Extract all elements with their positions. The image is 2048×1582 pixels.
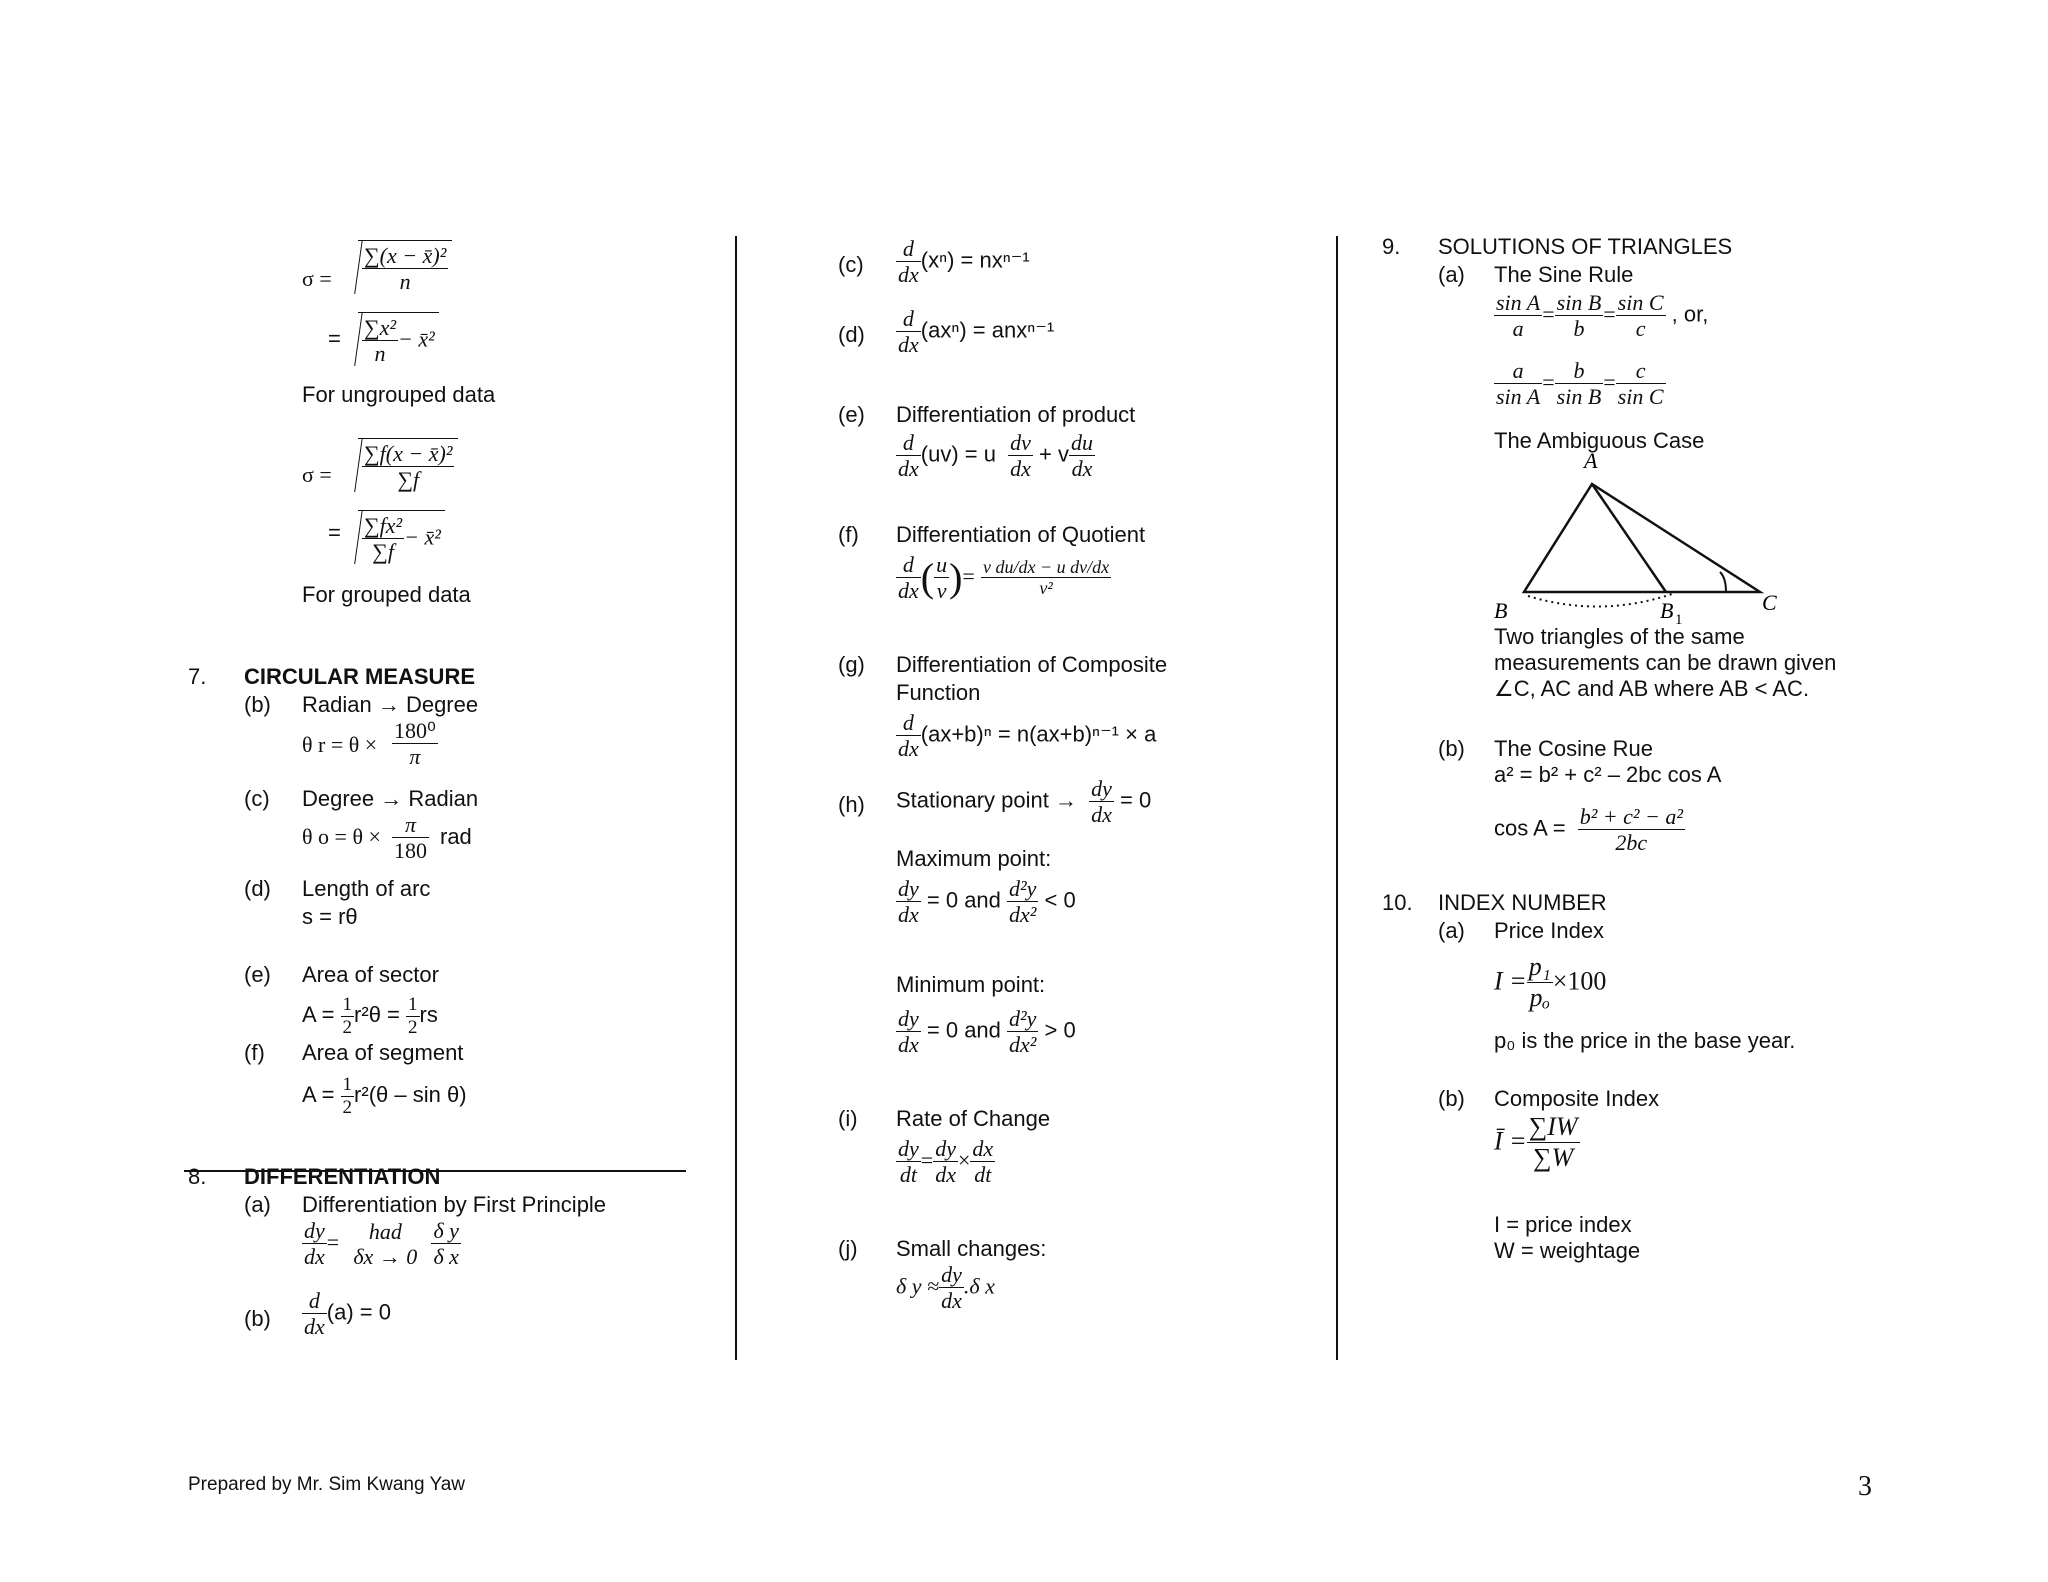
radian-degree-formula: θ r = θ × [302,732,378,757]
sigma-label-grouped: σ = [302,462,332,487]
product-rule-formula: $\frac{d}{dx}$ (uv) = u $\frac{dv}{dx}$ + v $\frac{du}{dx}$ [898,430,1093,482]
section-title-triangles: SOLUTIONS OF TRIANGLES [1438,234,1733,259]
stationary-point-formula: Stationary point → $\frac{dy}{dx}$ = 0 [896,776,1152,828]
item-label-f: (f) [838,522,859,547]
two-triangles-line3: ∠C, AC and AB where AB < AC. [1494,676,1810,701]
minimum-point-title: Minimum point: [896,972,1046,997]
sigma-grouped-formula-1: $\frac{\text{∑f(x − x̄)²}}{\sum f}$ [358,438,458,493]
sigma-formula-1: $\frac{\text{∑(x − x̄)²}}{n}$ [358,240,452,295]
composite-title-line2: Function [896,680,981,705]
rate-of-change-formula: $\frac{dy}{dt}$ = $\frac{dy}{dx}$ × $\frac{dx}{dt}$ [898,1136,994,1188]
column-divider-1 [735,236,737,1360]
small-changes-formula: δ y ≈ $\frac{dy}{dx}$ .δ x [896,1262,995,1314]
footer-prepared-by: Prepared by Mr. Sim Kwang Yaw [188,1474,466,1495]
two-triangles-line1: Two triangles of the same [1494,624,1745,649]
constant-power-rule: $\frac{d}{dx}$ (axⁿ) = anxⁿ⁻¹ [898,306,1055,358]
ungrouped-caption: For ungrouped data [302,382,496,407]
product-rule-title: Differentiation of product [896,402,1136,427]
column-divider-2 [1336,236,1338,1360]
item-label-e: (e) [838,402,865,427]
base-year-note: p₀ is the price in the base year. [1494,1028,1796,1053]
degree-radian-formula: θ o = θ × [302,824,381,849]
vertex-b1: B [1660,598,1674,623]
item-label-7b: (b) [244,692,271,717]
item-label-c: (c) [838,252,864,277]
price-index-formula: I = $\frac{\text{p₁}}{\text{pₒ}}$ ×100 [1494,952,1607,1012]
minimum-point-formula: $\frac{dy}{dx}$ = 0 and $\frac{\text{d²y}}{\text{dx²}}$ > 0 [898,1006,1076,1058]
arc-bb1 [1528,594,1672,607]
item-label-10a: (a) [1438,918,1465,943]
sine-rule-formula-1: $\frac{\text{sin A}}{a}$ = $\frac{\text{sin B}}{b}$ = $\frac{\text{sin C}}{c}$ , or, [1496,290,1709,342]
quotient-rule-title: Differentiation of Quotient [896,522,1146,547]
item-label-d: (d) [838,322,865,347]
item-label-9b: (b) [1438,736,1465,761]
vertex-c: C [1762,590,1777,615]
item-label-7c: (c) [244,786,270,811]
weightage-note: W = weightage [1494,1238,1641,1263]
section-title-differentiation: DIFFERENTIATION [244,1164,441,1189]
item-label-7f: (f) [244,1040,265,1065]
item-label-7e: (e) [244,962,271,987]
sector-formula: A = $\frac{1}{2}$ r²θ = $\frac{1}{2}$ rs [302,994,438,1038]
first-principle-formula: $\frac{dy}{dx}$ = had δx → 0 $\frac{\text{δ y}}{\text{δ x}}$ [304,1218,459,1270]
cosine-rule-formula: a² = b² + c² – 2bc cos A [1494,762,1722,787]
area-of-segment: Area of segment [302,1040,464,1065]
item-label-8b: (b) [244,1306,271,1331]
first-principle: Differentiation by First Principle [302,1192,607,1217]
section-title-circular-measure: CIRCULAR MEASURE [244,664,475,689]
grouped-caption: For grouped data [302,582,471,607]
cosine-rule-title: The Cosine Rue [1494,736,1653,761]
section-number-8: 8. [188,1164,207,1189]
degree-radian-fraction: $\frac{\pi}{180}$ [394,812,427,864]
page-number: 3 [1858,1471,1872,1502]
small-changes-title: Small changes: [896,1236,1047,1261]
quotient-rule-formula: $\frac{d}{dx}$ ( $\frac{u}{v}$ )= $\frac{\text{v du/dx − u dv/dx}}{\text{v²}}$ [898,552,1110,604]
section-number-7: 7. [188,664,207,689]
radian-to-degree: Radian → Degree [302,692,479,717]
radian-degree-fraction: $\frac{\text{180⁰}}{\pi}$ [394,718,436,770]
item-label-10b: (b) [1438,1086,1465,1111]
composite-title-line1: Differentiation of Composite [896,652,1168,677]
ambiguous-triangle-diagram [1480,446,1780,626]
chain-rule-formula: $\frac{d}{dx}$ (ax+b)ⁿ = n(ax+b)ⁿ⁻¹ × a [898,710,1157,762]
sine-rule-formula-2: $\frac{a}{\text{sin A}}$ = $\frac{b}{\text{sin B}}$ = $\frac{c}{\text{sin C}}$ [1496,358,1664,410]
rad-unit: rad [440,824,472,849]
area-of-sector: Area of sector [302,962,439,987]
length-of-arc: Length of arc [302,876,431,901]
item-label-9a: (a) [1438,262,1465,287]
ambiguous-case-title: The Ambiguous Case [1494,428,1705,453]
composite-index-title: Composite Index [1494,1086,1660,1111]
section-title-index-number: INDEX NUMBER [1438,890,1607,915]
degree-to-radian: Degree → Radian [302,786,479,811]
item-label-7d: (d) [244,876,271,901]
segment-formula: A = $\frac{1}{2}$ r²(θ – sin θ) [302,1074,467,1118]
item-label-g: (g) [838,652,865,677]
sine-rule-title: The Sine Rule [1494,262,1634,287]
sigma-grouped-formula-2: $\frac{\text{∑fx²}}{\sum f}$ − x̄² [358,510,445,565]
power-rule: $\frac{d}{dx}$ (xⁿ) = nxⁿ⁻¹ [898,236,1030,288]
composite-index-formula: Ī = $\frac{\sum IW}{\sum W}$ [1494,1112,1578,1172]
triangle-abc [1524,484,1760,592]
vertex-b1-subscript: 1 [1675,612,1683,626]
vertex-b: B [1494,598,1508,623]
rate-of-change-title: Rate of Change [896,1106,1051,1131]
item-label-j: (j) [838,1236,858,1261]
arc-formula: s = rθ [302,904,358,929]
equals-sign-2: = [328,520,341,545]
equals-sign: = [328,326,341,351]
vertex-a: A [1584,448,1598,473]
derivative-constant: $\frac{d}{dx}$ (a) = 0 [304,1288,391,1340]
cosine-a-formula: cos A = $\frac{\text{b² + c² − a²}}{2bc}$ [1494,804,1683,856]
maximum-point-formula: $\frac{dy}{dx}$ = 0 and $\frac{\text{d²y}}{\text{dx²}}$ < 0 [898,876,1076,928]
section-number-10: 10. [1382,890,1413,915]
section-number-9: 9. [1382,234,1401,259]
price-index-title: Price Index [1494,918,1605,943]
maximum-point-title: Maximum point: [896,846,1052,871]
price-index-note: I = price index [1494,1212,1632,1237]
item-label-h: (h) [838,792,865,817]
item-label-8a: (a) [244,1192,271,1217]
sigma-formula-2: $\frac{\text{∑x²}}{n}$ − x̄² [358,312,439,367]
item-label-i: (i) [838,1106,858,1131]
two-triangles-line2: measurements can be drawn given [1494,650,1837,675]
side-ab1 [1592,484,1666,592]
angle-c-arc [1720,572,1726,592]
sigma-label: σ = [302,266,332,291]
